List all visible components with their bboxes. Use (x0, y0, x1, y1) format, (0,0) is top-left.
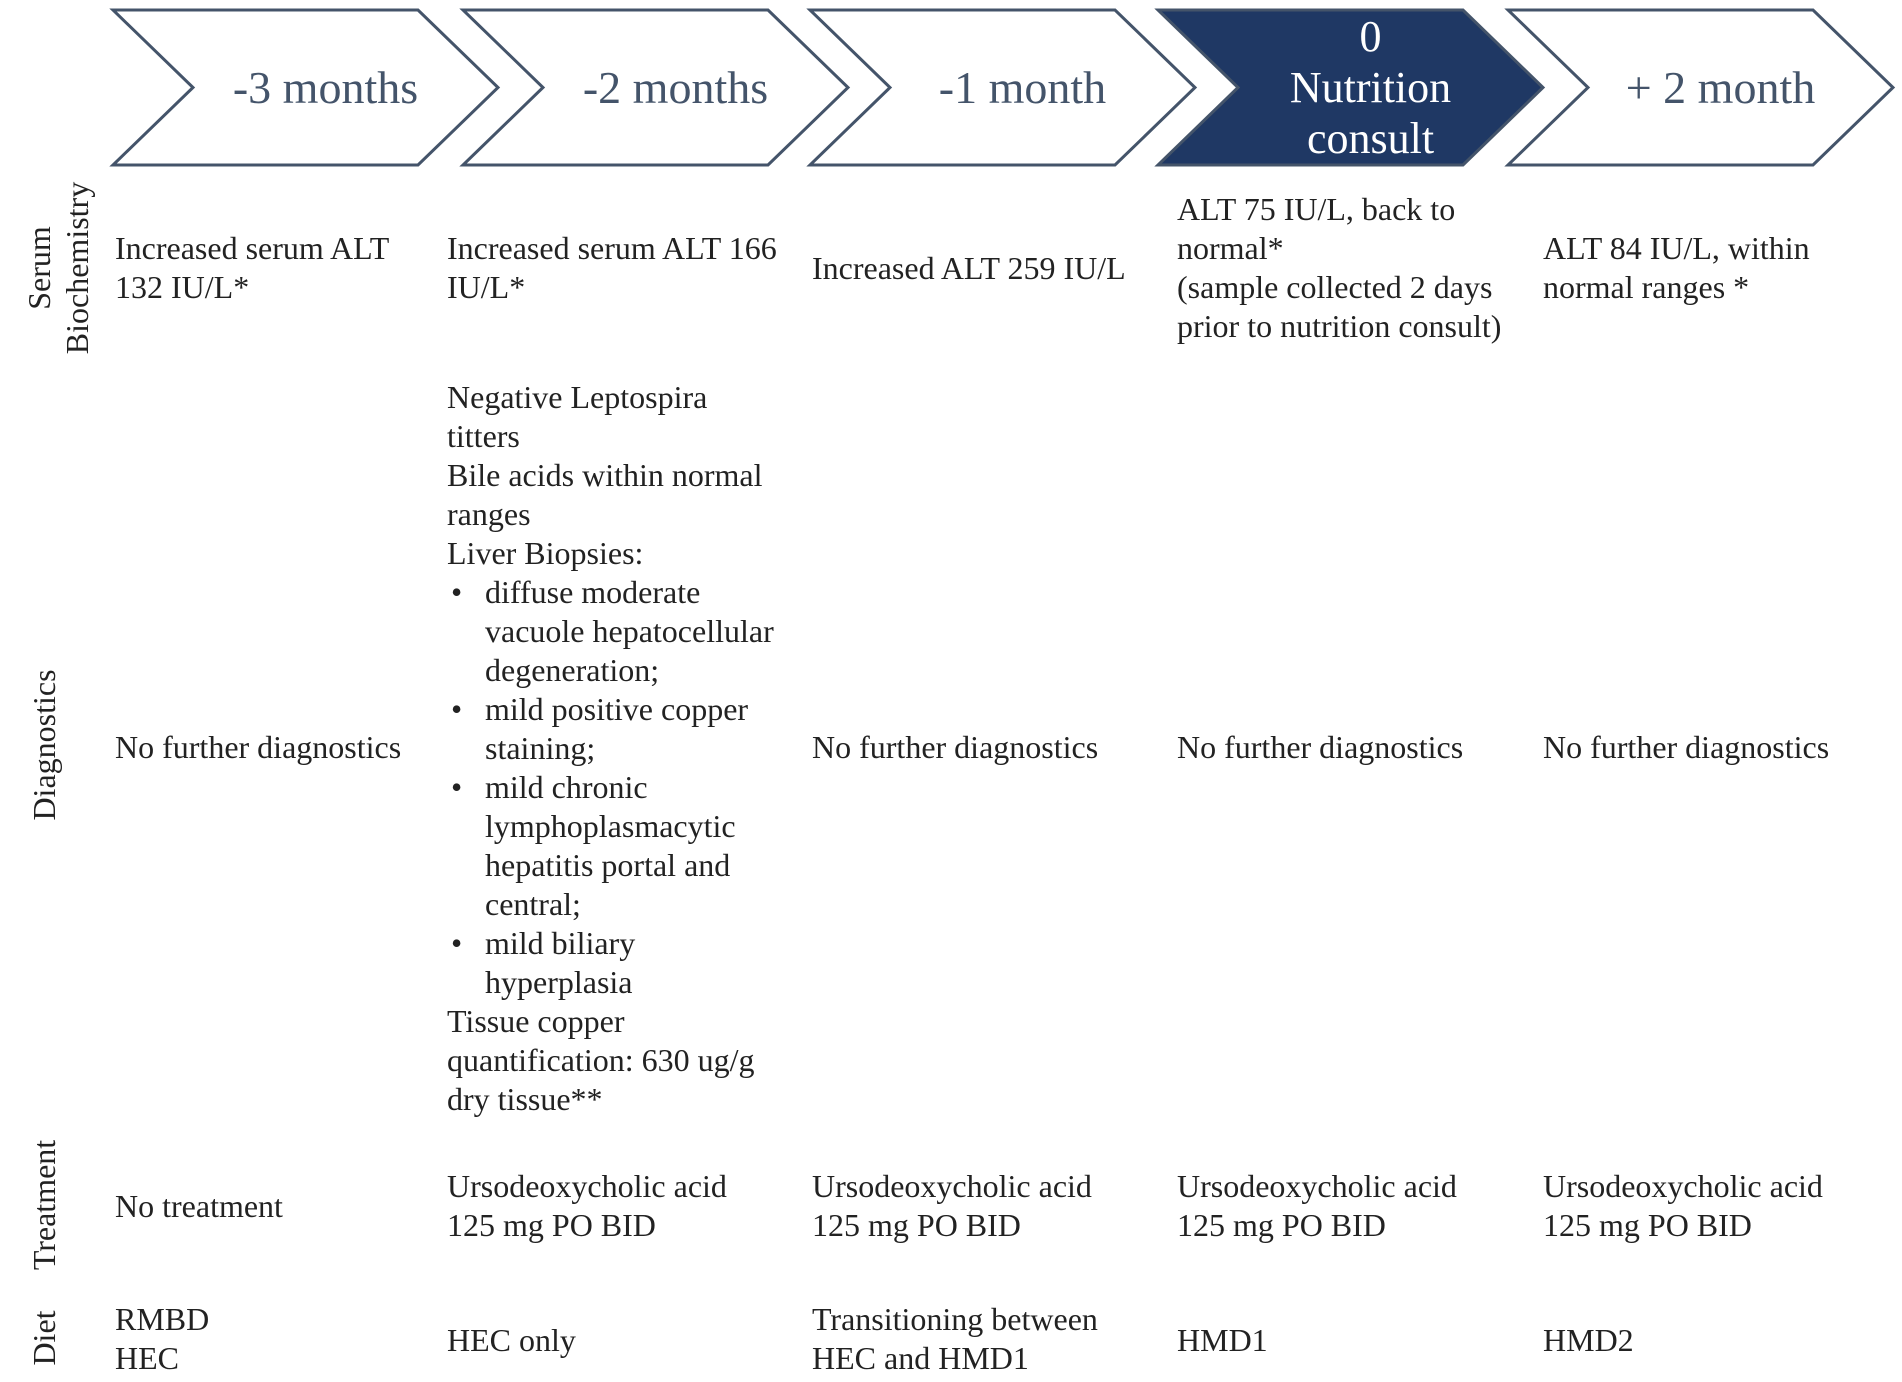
cell-line: quantification: 630 ug/g (447, 1042, 755, 1078)
diagnostics-cell-minus-1-month (812, 728, 1098, 767)
diet-cell-minus-3-months (115, 1300, 209, 1378)
diet-cell-minus-1-month (812, 1300, 1098, 1378)
row-label-serum-line: Serum (21, 226, 57, 310)
cell-line: No further diagnostics (1543, 729, 1830, 765)
serum-cell-minus-1-month (812, 249, 1126, 288)
chevron-plus-2-month (1508, 10, 1893, 165)
cell-line: • mild biliary (485, 925, 636, 961)
cell-line: Ursodeoxycholic acid (1177, 1168, 1457, 1204)
cell-line: degeneration; (485, 652, 660, 688)
cell-line: normal ranges * (1543, 269, 1750, 305)
cell-line: HMD1 (1177, 1322, 1268, 1358)
liver-biopsy-findings-list (447, 573, 774, 1002)
cell-line: 132 IU/L* (115, 269, 250, 305)
cell-line: vacuole hepatocellular (485, 613, 774, 649)
diagnostics-cell-minus-2-months (447, 378, 774, 1119)
cell-line: Liver Biopsies: (447, 535, 644, 571)
diet-cell-plus-2-month (1543, 1321, 1634, 1360)
cell-line: No further diagnostics (1177, 729, 1464, 765)
row-label-biochemistry-line: Biochemistry (59, 181, 95, 355)
cell-line: Ursodeoxycholic acid (447, 1168, 727, 1204)
cell-line: prior to nutrition consult) (1177, 308, 1502, 344)
row-label-diet-text: Diet (26, 1310, 62, 1366)
chevron-minus-2-months (463, 10, 848, 165)
timeline-chevrons (0, 0, 1902, 180)
cell-line: Increased serum ALT 166 (447, 230, 777, 266)
cell-line: • mild positive copper (485, 691, 749, 727)
cell-line: Increased ALT 259 IU/L (812, 250, 1126, 286)
cell-line: • mild chronic (485, 769, 648, 805)
treatment-cell-minus-1-month (812, 1167, 1092, 1245)
cell-line: No further diagnostics (115, 729, 402, 765)
cell-line: IU/L* (447, 269, 526, 305)
treatment-cell-plus-2-month (1543, 1167, 1823, 1245)
diet-cell-nutrition-consult (1177, 1321, 1268, 1360)
cell-line: lymphoplasmacytic (485, 808, 736, 844)
chevron-nutrition-consult (1158, 10, 1543, 165)
cell-line: No treatment (115, 1188, 283, 1224)
serum-cell-nutrition-consult (1177, 190, 1501, 346)
cell-line: 125 mg PO BID (1177, 1207, 1386, 1243)
cell-line: HMD2 (1543, 1322, 1634, 1358)
row-label-diagnostics-text: Diagnostics (26, 669, 62, 821)
row-label-treatment-text: Treatment (26, 1139, 62, 1271)
chevron-label: -2 months (582, 62, 769, 113)
cell-line: HEC only (447, 1322, 576, 1358)
serum-cell-minus-2-months (447, 229, 777, 307)
list-item (447, 924, 774, 1002)
chevron-label: Nutrition (1289, 63, 1452, 112)
chevron-label: consult (1306, 114, 1435, 163)
cell-line: hyperplasia (485, 964, 633, 1000)
cell-line: ALT 75 IU/L, back to (1177, 191, 1456, 227)
diagnostics-cell-nutrition-consult (1177, 728, 1463, 767)
serum-cell-plus-2-month (1543, 229, 1810, 307)
cell-line: normal* (1177, 230, 1284, 266)
cell-line: 125 mg PO BID (812, 1207, 1021, 1243)
cell-line: • diffuse moderate (485, 574, 701, 610)
cell-line: dry tissue** (447, 1081, 603, 1117)
row-label-diagnostics (25, 669, 63, 820)
cell-line: staining; (485, 730, 596, 766)
cell-line: Ursodeoxycholic acid (1543, 1168, 1823, 1204)
cell-line: 125 mg PO BID (447, 1207, 656, 1243)
treatment-cell-minus-2-months (447, 1167, 727, 1245)
chevron-label: 0 (1359, 12, 1382, 61)
diagnostics-cell-plus-2-month (1543, 728, 1829, 767)
cell-line: ranges (447, 496, 531, 532)
cell-line: Negative Leptospira (447, 379, 708, 415)
cell-line: central; (485, 886, 581, 922)
chevron-minus-1-month (810, 10, 1195, 165)
list-item (447, 768, 774, 924)
cell-line: Bile acids within normal (447, 457, 763, 493)
diagnostics-cell-minus-3-months (115, 728, 401, 767)
cell-line: Tissue copper (447, 1003, 625, 1039)
row-label-serum-biochemistry (20, 182, 96, 354)
cell-line: HEC and HMD1 (812, 1340, 1029, 1376)
cell-line: 125 mg PO BID (1543, 1207, 1752, 1243)
diet-cell-minus-2-months (447, 1321, 576, 1360)
list-item (447, 690, 774, 768)
cell-line: Ursodeoxycholic acid (812, 1168, 1092, 1204)
cell-line: titters (447, 418, 520, 454)
chevron-label: + 2 month (1625, 62, 1816, 113)
cell-line: hepatitis portal and (485, 847, 731, 883)
cell-line: RMBD (115, 1301, 210, 1337)
cell-line: HEC (115, 1340, 179, 1376)
chevron-label: -1 month (938, 62, 1107, 113)
cell-line: Increased serum ALT (115, 230, 390, 266)
cell-line: Transitioning between (812, 1301, 1098, 1337)
cell-line: ALT 84 IU/L, within (1543, 230, 1810, 266)
cell-line: (sample collected 2 days (1177, 269, 1493, 305)
treatment-cell-nutrition-consult (1177, 1167, 1457, 1245)
row-label-treatment (25, 1140, 63, 1270)
cell-line: No further diagnostics (812, 729, 1099, 765)
chevron-label: -3 months (232, 62, 419, 113)
treatment-cell-minus-3-months (115, 1187, 283, 1226)
row-label-diet (25, 1310, 63, 1365)
list-item (447, 573, 774, 690)
chevron-minus-3-months (113, 10, 498, 165)
serum-cell-minus-3-months (115, 229, 389, 307)
